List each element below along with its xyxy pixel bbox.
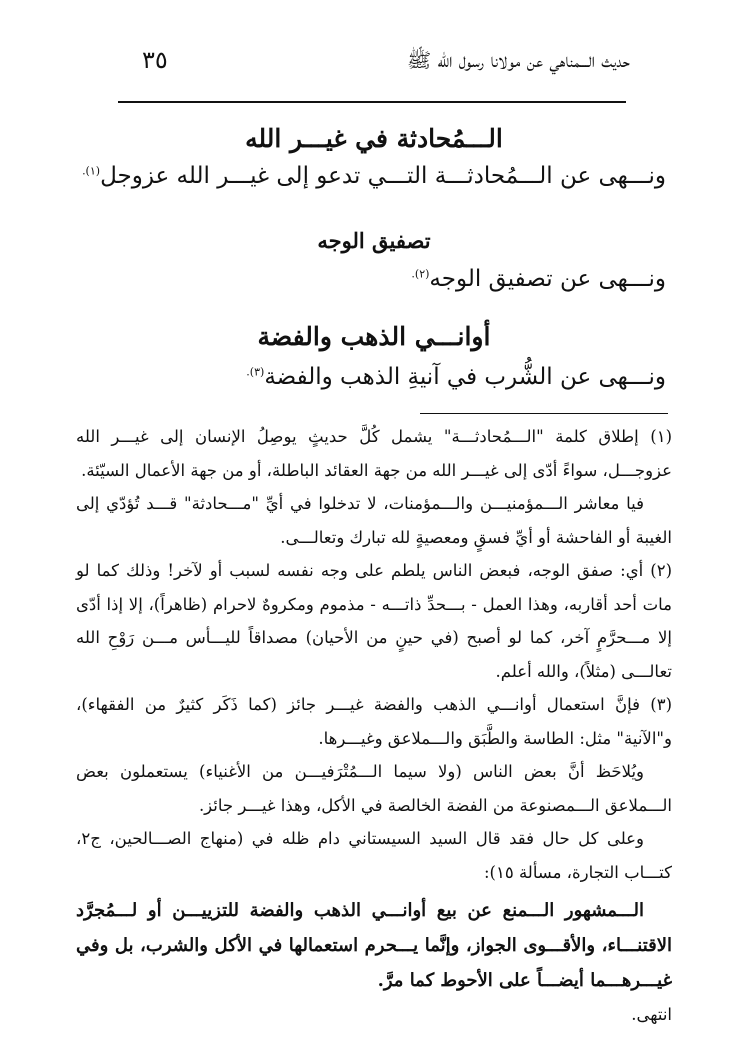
running-title: حديث الـــمناهي عن مولانا رسول الله ﷺ <box>406 48 630 72</box>
page-header <box>118 44 630 84</box>
footnote-ref-2: (٢). <box>411 267 430 281</box>
section-heading-2: تصفيق الوجه <box>317 228 431 253</box>
section-text-2-body: ونـــهى عن تصفيق الوجه <box>429 266 666 292</box>
footnote-1: (١) إطلاق كلمة "الـــمُحادثـــة" يشمل كُلَّ حديثٍ يوصِلُ الإنسان إلى غيـــر الله عزوجـــل، سواءً أدّى إلى غيـــر الله من جهة العقائد الباطلة، أو من جهة الأعمال السيّئة. <box>76 427 672 480</box>
footnote-ref-1: (١). <box>82 164 101 178</box>
footnote-1-para-2: فيا معاشر الـــمؤمنيـــن والـــمؤمنات، لا تدخلوا في أيِّ "مـــحادثة" قـــد تُؤدّي إلى الغيبة أو الفاحشة أو أيِّ فسقٍ ومعصيةٍ لله تبارك وتعالـــى. <box>76 494 672 547</box>
section-text-2 <box>411 266 666 292</box>
footnote-2: (٢) أي: صفق الوجه، فبعض الناس يلطم على وجه نفسه لسبب أو لآخر! وذلك كما لو مات أحد أقاربه، وهذا العمل - بـــحدِّ ذاتـــه - مذموم ومكروهٌ لاحرام (ظاهراً)، إلا إذا أدّى إلا مـــحرَّمٍ آخر، كما لو أصبح (في حينٍ من الأحيان) مصداقاً لليـــأس مـــن رَوْحِ الله تعالـــى (مثلاً)، والله أعلم. <box>76 561 672 681</box>
header-rule <box>118 101 626 103</box>
footnotes <box>76 420 672 1032</box>
section-text-3-body: ونـــهى عن الشُّرب في آنيةِ الذهب والفضة <box>264 364 666 390</box>
footnote-3: (٣) فإنَّ استعمال أوانـــي الذهب والفضة غيـــر جائز (كما ذَكَر كثيرٌ من الفقهاء)، و"الآنية" مثل: الطاسة والطَّبَق والـــملاعق وغيـــرها. <box>76 695 672 748</box>
footnote-3-para-3: وعلى كل حال فقد قال السيد السيستاني دام ظله في (منهاج الصـــالحين، ج٢، كتـــاب التجارة، مسألة ١٥): <box>76 829 672 882</box>
footnote-separator <box>420 413 668 414</box>
quoted-ruling: الـــمشهور الـــمنع عن بيع أوانـــي الذهب والفضة للتزييـــن أو لـــمُجرَّد الاقتنـــاء، والأقـــوى الجواز، وإنَّما يـــحرم استعمالها في الأكل والشرب، بل وفي غيـــرهـــما أيضـــاً على الأحوط كما مرَّ. <box>76 900 672 991</box>
section-heading-1: الـــمُحادثة في غيـــر الله <box>245 124 503 153</box>
section-text-3 <box>246 364 666 390</box>
section-text-1 <box>82 163 666 189</box>
section-heading-3: أوانـــي الذهب والفضة <box>257 322 491 351</box>
quote-end: انتهى. <box>631 1005 672 1024</box>
section-text-1-body: ونـــهى عن الـــمُحادثـــة التـــي تدعو إلى غيـــر الله عزوجل <box>100 163 666 189</box>
footnote-3-para-2: ويُلاحَظ أنَّ بعض الناس (ولا سيما الـــمُتْرَفيـــن من الأغنياء) يستعملون بعض الـــملاعق الـــمصنوعة من الفضة الخالصة في الأكل، وهذا غيـــر جائز. <box>76 762 672 815</box>
footnote-ref-3: (٣). <box>246 365 265 379</box>
page-number: ٣٥ <box>142 46 168 74</box>
